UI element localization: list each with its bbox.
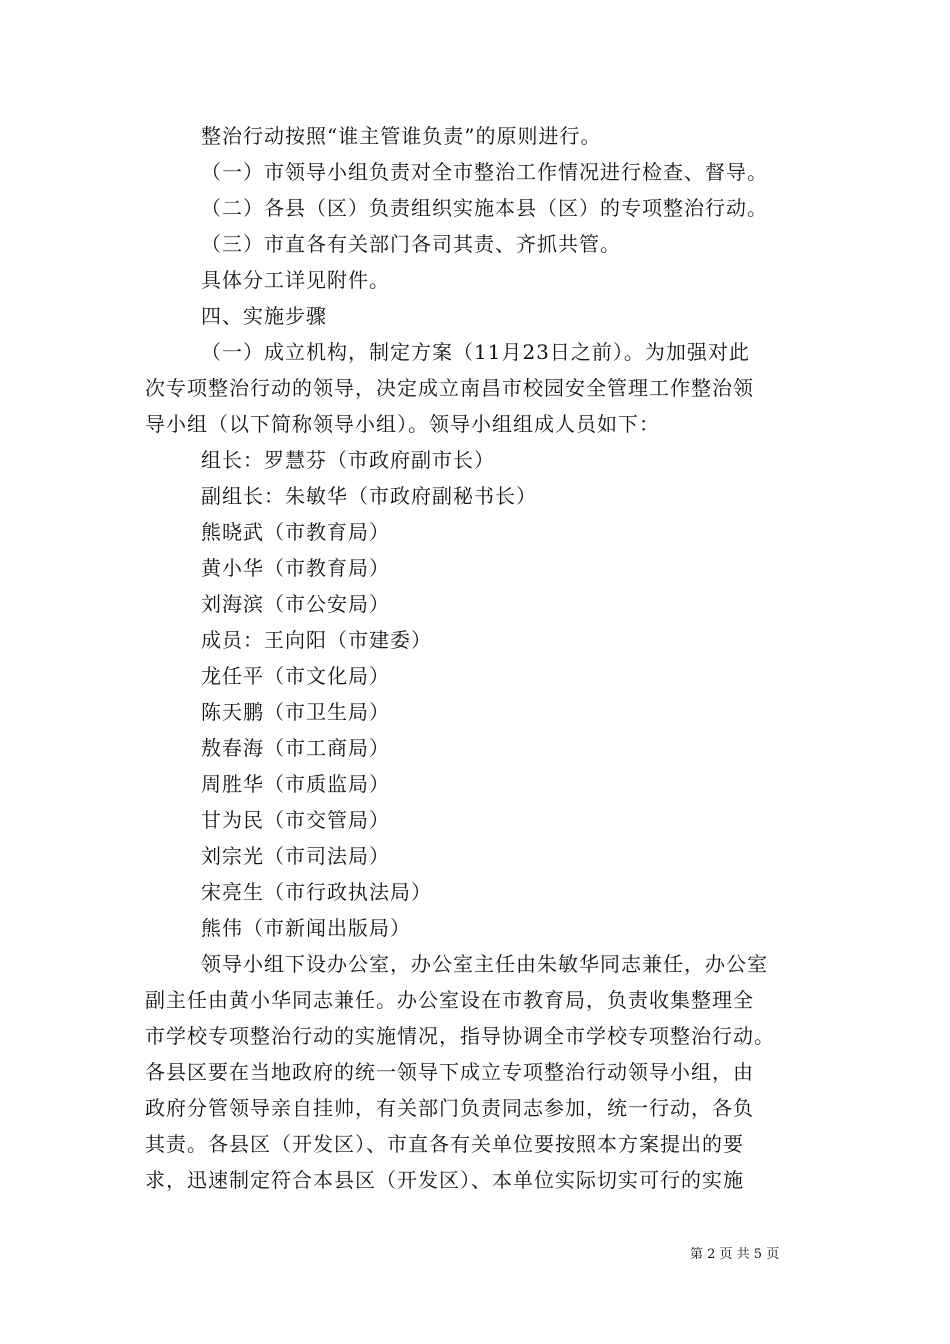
document-line: 具体分工详见附件。: [201, 268, 390, 292]
document-line: 刘海滨（市公安局）: [201, 592, 390, 616]
document-line: 熊伟（市新闻出版局）: [201, 916, 411, 940]
document-line: 副组长：朱敏华（市政府副秘书长）: [201, 484, 537, 508]
document-line: 组长：罗慧芬（市政府副市长）: [201, 448, 495, 472]
document-line: 敖春海（市工商局）: [201, 736, 390, 760]
document-line: 陈天鹏（市卫生局）: [201, 700, 390, 724]
document-line: 次专项整治行动的领导，决定成立南昌市校园安全管理工作整治领: [145, 376, 754, 400]
document-line: 宋亮生（市行政执法局）: [201, 880, 432, 904]
document-line: 龙任平（市文化局）: [201, 664, 390, 688]
document-line: 周胜华（市质监局）: [201, 772, 390, 796]
document-line: 整治行动按照“谁主管谁负责”的原则进行。: [201, 124, 602, 148]
document-line: 副主任由黄小华同志兼任。办公室设在市教育局，负责收集整理全: [145, 988, 754, 1012]
document-line: 刘宗光（市司法局）: [201, 844, 390, 868]
document-line: 求，迅速制定符合本县区（开发区）、本单位实际切实可行的实施: [145, 1168, 744, 1192]
document-line: （一）成立机构，制定方案（11月23日之前）。为加强对此: [201, 340, 750, 364]
document-line: 其责。各县区（开发区）、市直各有关单位要按照本方案提出的要: [145, 1132, 744, 1156]
document-line: （一）市领导小组负责对全市整治工作情况进行检查、督导。: [201, 160, 768, 184]
document-body: [145, 118, 825, 1198]
document-line: 市学校专项整治行动的实施情况，指导协调全市学校专项整治行动。: [145, 1024, 775, 1048]
document-line: 各县区要在当地政府的统一领导下成立专项整治行动领导小组，由: [145, 1060, 754, 1084]
document-line: 政府分管领导亲自挂帅，有关部门负责同志参加，统一行动，各负: [145, 1096, 754, 1120]
document-line: （二）各县（区）负责组织实施本县（区）的专项整治行动。: [201, 196, 768, 220]
document-line: 四、实施步骤: [201, 304, 327, 328]
document-line: 黄小华（市教育局）: [201, 556, 390, 580]
document-line: 领导小组下设办公室，办公室主任由朱敏华同志兼任，办公室: [201, 952, 768, 976]
document-line: 熊晓武（市教育局）: [201, 520, 390, 544]
document-line: （三）市直各有关部门各司其责、齐抓共管。: [201, 232, 621, 256]
document-line: 成员：王向阳（市建委）: [201, 628, 432, 652]
document-line: 甘为民（市交管局）: [201, 808, 390, 832]
page-number-footer: 第 2 页 共 5 页: [690, 1247, 780, 1262]
document-line: 导小组（以下简称领导小组）。领导小组组成人员如下：: [145, 412, 660, 436]
